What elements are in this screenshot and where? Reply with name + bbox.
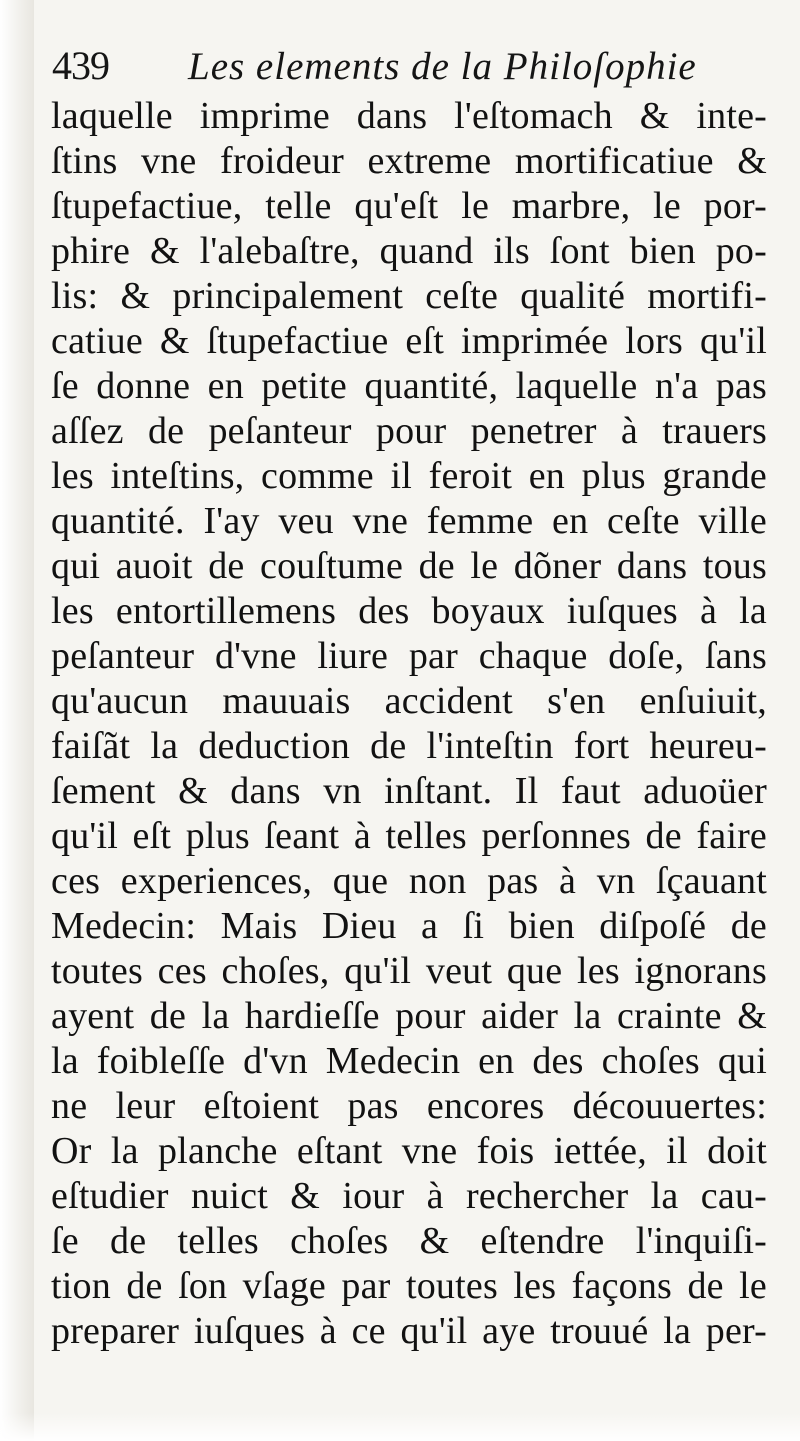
text-line: tion de ſon vſage par toutes les façons de le (51, 1265, 767, 1307)
text-line: faiſãt la deduction de l'inteſtin fort heureu- (51, 725, 767, 767)
text-line: toutes ces choſes, qu'il veut que les ignorans (51, 950, 767, 992)
text-line: ſement & dans vn inſtant. Il faut aduoüer (51, 770, 767, 812)
text-line: qui auoit de couſtume de le dõner dans tous (51, 545, 767, 587)
text-line: ne leur eſtoient pas encores découuertes: (51, 1085, 767, 1127)
text-line: Or la planche eſtant vne fois iettée, il doit (51, 1130, 767, 1172)
text-line: preparer iuſques à ce qu'il aye trouué la per- (51, 1310, 767, 1352)
text-line: ces experiences, que non pas à vn ſçauant (51, 860, 767, 902)
text-line: laquelle imprime dans l'eſtomach & inte- (51, 95, 767, 137)
text-line: qu'il eſt plus ſeant à telles perſonnes de faire (51, 815, 767, 857)
body-text (51, 94, 767, 1354)
text-line: les entortillemens des boyaux iuſques à la (51, 590, 767, 632)
text-line: phire & l'alebaſtre, quand ils ſont bien po- (51, 230, 767, 272)
text-line: la foibleſſe d'vn Medecin en des choſes qui (51, 1040, 767, 1082)
text-line: lis: & principalement ceſte qualité mortifi- (51, 275, 767, 317)
text-line: quantité. I'ay veu vne femme en ceſte ville (51, 500, 767, 542)
page-bottom-fade (0, 1413, 800, 1441)
running-title: Les elements de la Philoſophie (188, 45, 697, 88)
text-line: catiue & ſtupefactiue eſt imprimée lors qu'il (51, 320, 767, 362)
text-line: ayent de la hardieſſe pour aider la crainte & (51, 995, 767, 1037)
text-line: Medecin: Mais Dieu a ſi bien diſpoſé de (51, 905, 767, 947)
text-line: qu'aucun mauuais accident s'en enſuiuit, (51, 680, 767, 722)
page-gutter-shadow (0, 0, 34, 1441)
text-line: ſtupefactiue, telle qu'eſt le marbre, le por- (51, 185, 767, 227)
text-line: les inteſtins, comme il feroit en plus grande (51, 455, 767, 497)
text-line: ſe de telles choſes & eſtendre l'inquiſi- (51, 1220, 767, 1262)
page-header (52, 42, 772, 94)
page-number: 439 (52, 43, 109, 88)
text-line: eſtudier nuict & iour à rechercher la cau- (51, 1175, 767, 1217)
text-line: aſſez de peſanteur pour penetrer à trauers (51, 410, 767, 452)
text-line: ſe donne en petite quantité, laquelle n'a pas (51, 365, 767, 407)
text-line: peſanteur d'vne liure par chaque doſe, ſans (51, 635, 767, 677)
text-line: ſtins vne froideur extreme mortificatiue & (51, 140, 767, 182)
